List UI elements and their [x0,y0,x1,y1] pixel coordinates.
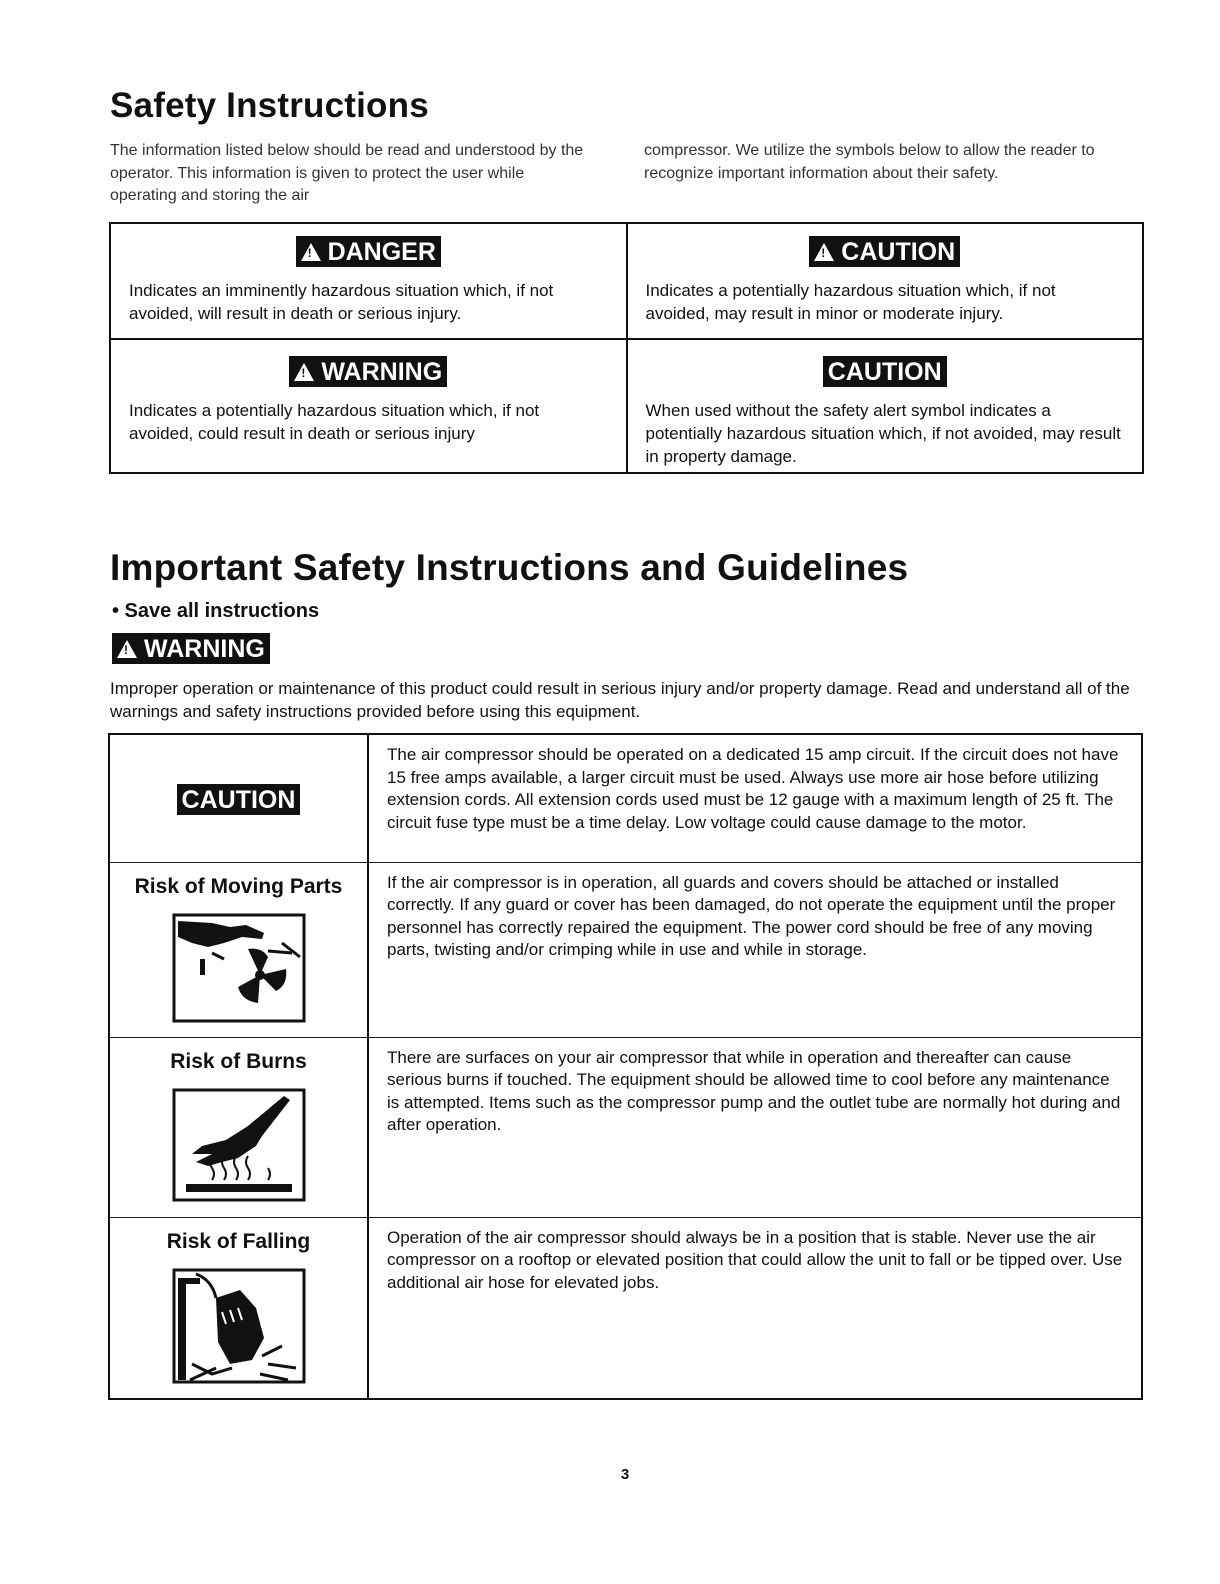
caution-alert-banner: !CAUTION [809,236,960,267]
intro-text-right: compressor. We utilize the symbols below to allow the reader to recognize important information about their safety. [644,142,1095,182]
electrical-caution-text: The air compressor should be operated on a dedicated 15 amp circuit. If the circuit does not have 15 free amps available, a larger circuit must be used. Always use more air hose before utilizing extension cords. All extension cords used must be 12 gauge with a maximum length of 25 ft. The circuit fuse type must be a time delay. Low voltage could cause damage to the motor. [368,734,1142,862]
hazard-title: Risk of Burns [170,1049,307,1073]
alert-triangle-icon [814,243,834,261]
hot-surface-icon [172,1088,306,1202]
intro-text-left: The information listed below should be read and understood by the operator. This information is given to protect the user while operating and storing the air [110,142,584,204]
signal-caution-alert-cell [627,223,1144,339]
falling-text: Operation of the air compressor should always be in a position that is stable. Never use the air compressor on a rooftop or elevated position that could allow the unit to fall or be tipped over. Use additional air hose for elevated jobs. [368,1217,1142,1399]
signal-danger-cell [110,223,627,339]
section-title: Important Safety Instructions and Guidelines [110,547,909,588]
danger-definition: Indicates an imminently hazardous situation which, if not avoided, will result in death or serious injury. [129,281,554,323]
signal-warning-cell [110,339,627,473]
hazard-table [108,733,1143,1400]
signal-caution-cell [627,339,1144,473]
alert-triangle-icon [294,363,314,381]
hazard-title: Risk of Falling [166,1229,311,1253]
burns-text: There are surfaces on your air compressor that while in operation and thereafter can cause serious burns if touched. The equipment should be allowed time to cool before any maintenance is attempted. Items such as the compressor pump and the outlet tube are normally hot during and after operation. [368,1037,1142,1217]
danger-banner: !DANGER [296,236,441,267]
page-number: 3 [620,1466,630,1483]
caution-banner: CAUTION [823,356,947,387]
warning-banner: !WARNING [289,356,447,387]
moving-parts-text: If the air compressor is in operation, all guards and covers should be attached or installed correctly. If any guard or cover has been damaged, do not operate the equipment until the proper personnel has correctly repaired the equipment. The power cord should be free of any moving parts, twisting and/or crimping while in use and while in storage. [368,862,1142,1037]
caution-alert-definition: Indicates a potentially hazardous situation which, if not avoided, may result in minor or moderate injury. [645,281,1056,323]
signal-word-table [109,222,1144,474]
hazard-title: Risk of Moving Parts [134,874,343,898]
moving-parts-icon [172,913,306,1023]
caution-definition: When used without the safety alert symbol indicates a potentially hazardous situation which, if not avoided, may result in property damage. [645,401,1121,466]
warning-banner-general: !WARNING [112,633,270,664]
page-title: Safety Instructions [110,86,429,125]
alert-triangle-icon [117,640,137,658]
hazard-icon-cell [109,1217,368,1399]
caution-banner: CAUTION [177,784,301,815]
warning-definition: Indicates a potentially hazardous situation which, if not avoided, could result in death or serious injury [129,401,540,443]
hazard-icon-cell [109,862,368,1037]
save-instructions-note: • Save all instructions [112,600,320,622]
falling-icon [172,1268,306,1384]
alert-triangle-icon [301,243,321,261]
hazard-icon-cell [109,1037,368,1217]
hazard-icon-cell [109,734,368,862]
general-warning-text: Improper operation or maintenance of this product could result in serious injury and/or property damage. Read and understand all of the warnings and safety instructions provided before using this equipment. [110,679,1130,721]
